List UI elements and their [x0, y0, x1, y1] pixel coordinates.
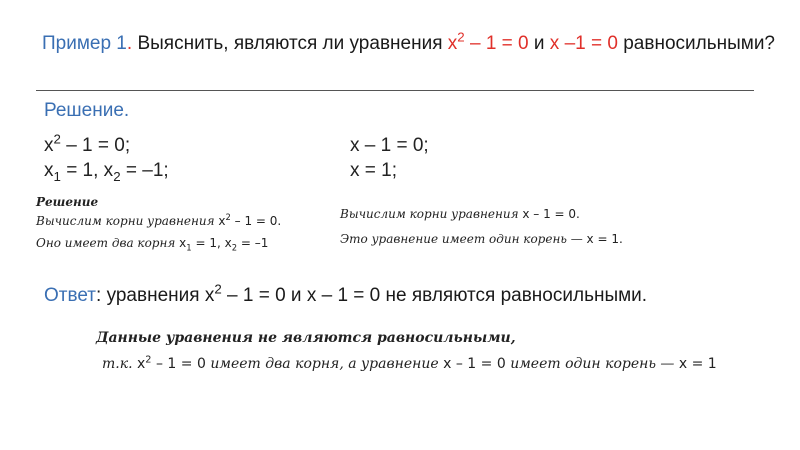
root2-value: = –1;: [125, 160, 169, 181]
question-text: Выяснить, являются ли уравнения: [137, 33, 443, 54]
answer-colon: :: [96, 285, 102, 306]
note-left2-roots: [179, 236, 269, 253]
eq1-base: x: [447, 33, 458, 54]
note-root1-sub: 1: [186, 242, 192, 253]
note-left1-exp: 2: [225, 212, 231, 222]
left-eq-base: x: [44, 135, 54, 156]
note-left-line-2: [36, 236, 269, 253]
notes-title: Решение: [36, 195, 99, 209]
answer-eq1-exp: 2: [214, 281, 222, 297]
eq1-rest: – 1 = 0: [469, 33, 529, 54]
left-equation-line-1: [44, 131, 131, 157]
note-left-line-1: [36, 214, 281, 228]
divider-line: [36, 90, 754, 91]
right-root-line: x = 1;: [350, 160, 397, 181]
answer-conjunction: и: [290, 285, 302, 306]
solution-heading: Решение.: [44, 100, 130, 121]
question-conjunction: и: [533, 33, 545, 54]
question-heading: [42, 29, 775, 55]
left-eq-rest: – 1 = 0;: [66, 135, 131, 156]
answer-line: [44, 281, 648, 307]
note-left1-rest: – 1 = 0.: [234, 214, 282, 228]
note-root2-value: = –1: [240, 236, 269, 250]
roots-mid: = 1, x: [66, 160, 114, 181]
conclusion-line-2: [102, 356, 717, 372]
left-roots-line: [44, 160, 169, 182]
left-eq-exponent: 2: [53, 131, 61, 147]
conclusion-end-equation: x = 1: [678, 356, 717, 372]
question-tail: равносильными?: [623, 33, 775, 54]
note-root2-sub: 2: [231, 242, 238, 253]
eq1-exponent: 2: [457, 29, 465, 45]
root2-sub: 2: [113, 168, 121, 184]
conclusion-pre: т.к.: [102, 356, 133, 372]
example-dot: .: [126, 33, 133, 54]
conclusion-mid: имеет два корня, а уравнение: [210, 356, 439, 372]
conclusion-equation-1: [137, 356, 206, 372]
note-right2-equation: x = 1.: [586, 232, 623, 246]
note-right-line-1: [340, 207, 580, 221]
conclusion-equation-2: x – 1 = 0: [443, 356, 506, 372]
conclusion-eq1-exp: 2: [145, 354, 152, 366]
note-left1-text: Вычислим корни уравнения: [36, 214, 215, 228]
answer-label: Ответ: [44, 285, 96, 306]
conclusion-eq1-rest: – 1 = 0: [155, 356, 206, 372]
conclusion-line-1: Данные уравнения не являются равносильными,: [96, 330, 516, 346]
note-right2-text: Это уравнение имеет один корень —: [340, 232, 583, 246]
note-right1-text: Вычислим корни уравнения: [340, 207, 519, 221]
question-equation-1: [447, 29, 529, 54]
note-roots-mid: = 1, x: [195, 236, 232, 250]
answer-eq1-rest: – 1 = 0: [227, 285, 286, 306]
right-equation-line-1: x – 1 = 0;: [350, 135, 429, 156]
answer-equation-2: x – 1 = 0: [306, 285, 381, 306]
answer-tail: не являются равносильными.: [385, 285, 648, 306]
answer-equation-1: [204, 281, 286, 306]
note-root1-var: x: [179, 236, 187, 250]
note-right-line-2: [340, 232, 623, 246]
note-right1-equation: x – 1 = 0.: [522, 207, 580, 221]
note-left1-base: x: [218, 214, 226, 228]
note-left2-text: Оно имеет два корня: [36, 236, 176, 250]
example-label: Пример 1: [42, 33, 127, 54]
root1-var: x: [44, 160, 54, 181]
question-equation-2: x –1 = 0: [549, 33, 618, 54]
conclusion-end-text: имеет один корень —: [510, 356, 675, 372]
conclusion-eq1-base: x: [137, 356, 146, 372]
note-left1-equation: [218, 214, 281, 228]
answer-eq1-base: x: [204, 285, 215, 306]
answer-pre: уравнения: [106, 285, 200, 306]
root1-sub: 1: [53, 168, 61, 184]
